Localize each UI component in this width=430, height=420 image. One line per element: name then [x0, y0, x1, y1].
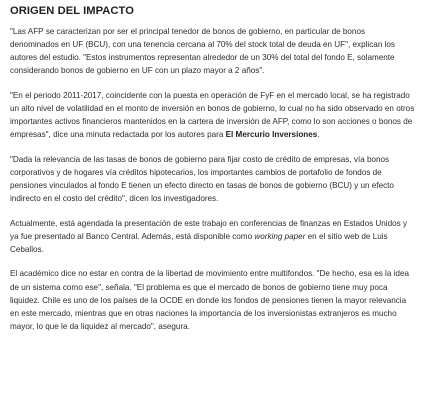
paragraph-2-end: .: [317, 130, 320, 140]
paragraph-1: "Las AFP se caracterizan por ser el principal tenedor de bonos de gobierno, en particular de bonos denominados en UF (BCU), con una tenencia cercana al 70% del stock total de deuda en UF", explican los autores del estudio. "Estos instrumentos representan alrededor de un 30% del total del fondo E, solamente considerando bonos de gobierno en UF con un plazo mayor a 2 años".: [10, 27, 395, 76]
publication-name: El Mercurio Inversiones: [225, 130, 318, 140]
paragraph-2: [10, 89, 416, 141]
paragraph-2-text: "En el periodo 2011-2017, coincidente con la puesta en operación de FyF en el mercado local, se ha registrado un alto nivel de volatilidad en el monto de inversión en bonos de gobierno, lo cual no ha sido observado en otros importantes activos financieros mantenidos en la cartera de inversión de AFP, como lo son acciones o bonos de empresas", dice una minuta redactada por los autores para: [10, 90, 415, 140]
paragraph-4-text: Actualmente, está agendada la presentación de este trabajo en conferencias de finanzas en Estados Unidos y ya fue presentado al Banco Central. Además, está disponible como: [10, 218, 408, 241]
paragraph-4: [10, 217, 416, 256]
paragraph-5: El académico dice no estar en contra de la libertad de movimiento entre multifondos. "De hecho, esa es la idea de un sistema como ese", señala. "El problema es que el mercado de bonos de gobierno tiene muy poca liquidez. Chile es uno de los países de la OCDE en donde los fondos de pensiones tienen la mayor relevancia en este mercado, mientras que en otras naciones la importancia de los inversionistas extranjeros es mucho mayor, lo que le da liquidez al mercado", asegura.: [10, 269, 409, 331]
paragraph-3: "Dada la relevancia de las tasas de bonos de gobierno para fijar costo de crédito de empresas, vía bonos corporativos y de hogares vía créditos hipotecarios, los importantes cambios de portafolio de fondos de pensiones vinculados al fondo E tienen un efecto directo en tasas de bonos de gobierno (BCU) y un efecto indirecto en el costo del crédito", dicen los investigadores.: [10, 154, 394, 204]
working-paper-term: working paper: [254, 231, 306, 241]
section-heading: ORIGEN DEL IMPACTO: [10, 5, 134, 17]
paragraph-4-end: en el sitio web de Luis Ceballos.: [10, 231, 388, 254]
